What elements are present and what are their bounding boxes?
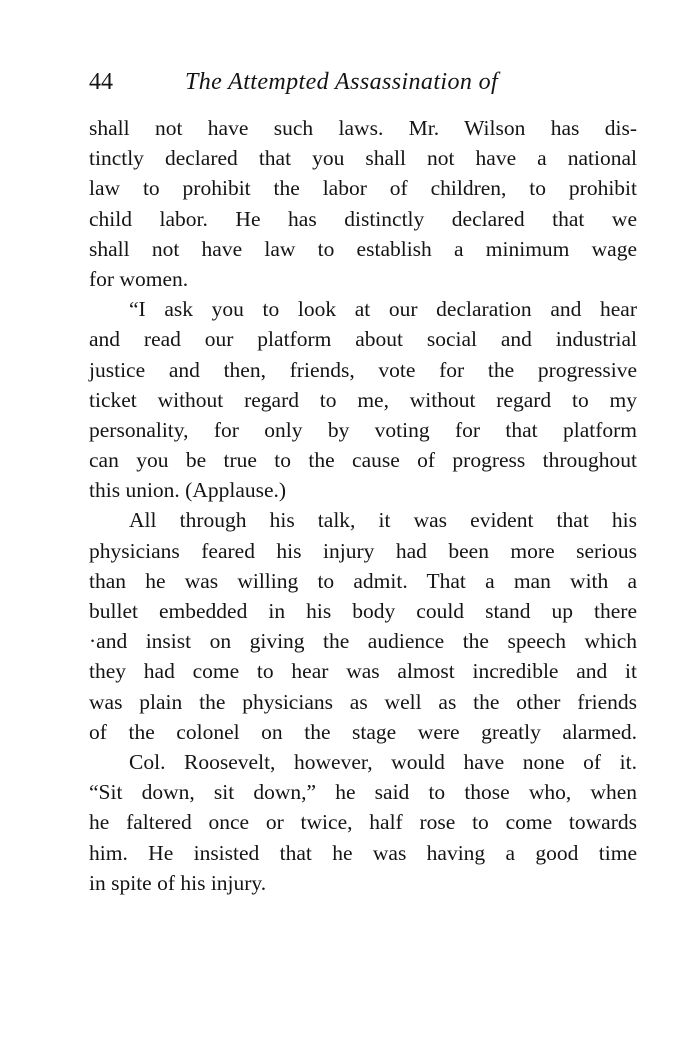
text-line: child labor. He has distinctly declared that we — [89, 206, 637, 231]
text-line: can you be true to the cause of progress throughout — [89, 448, 637, 473]
text-line: in spite of his injury. — [89, 870, 267, 895]
text-line: they had come to hear was almost incredible and it — [89, 659, 637, 684]
text-line: tinctly declared that you shall not have a national — [89, 146, 637, 171]
text-line: personality, for only by voting for that platform — [89, 417, 637, 442]
text-line: ticket without regard to me, without regard to my — [89, 387, 637, 412]
text-line: physicians feared his injury had been more serious — [89, 538, 637, 563]
paragraph — [89, 113, 637, 294]
text-line: he faltered once or twice, half rose to come towards — [89, 810, 637, 835]
paragraph — [89, 294, 637, 505]
running-title: The Attempted Assassination of — [185, 69, 499, 95]
text-line: this union. (Applause.) — [89, 478, 287, 503]
text-line: ·and insist on giving the audience the speech which — [89, 629, 637, 654]
page-number: 44 — [89, 69, 113, 95]
text-line: for women. — [89, 266, 189, 291]
text-line: “Sit down, sit down,” he said to those who, when — [89, 780, 637, 805]
text-line: bullet embedded in his body could stand up there — [89, 599, 637, 623]
paragraph — [89, 747, 637, 898]
text-line: and read our platform about social and industrial — [89, 327, 637, 352]
paragraph — [89, 505, 637, 747]
text-line: was plain the physicians as well as the other friends — [89, 689, 637, 714]
text-line: of the colonel on the stage were greatly alarmed. — [89, 719, 637, 744]
text-line: law to prohibit the labor of children, to prohibit — [89, 176, 637, 201]
text-line: All through his talk, it was evident that his — [129, 508, 637, 533]
text-line: “I ask you to look at our declaration and hear — [129, 297, 637, 322]
text-line: shall not have law to establish a minimum wage — [89, 236, 637, 261]
text-line: Col. Roosevelt, however, would have none of it. — [129, 749, 637, 774]
running-head — [89, 66, 649, 98]
text-line: than he was willing to admit. That a man with a — [89, 568, 637, 593]
text-line: justice and then, friends, vote for the progressive — [89, 357, 637, 382]
text-line: him. He insisted that he was having a good time — [89, 840, 637, 865]
text-line: shall not have such laws. Mr. Wilson has dis- — [89, 116, 637, 140]
body-text — [89, 113, 637, 898]
